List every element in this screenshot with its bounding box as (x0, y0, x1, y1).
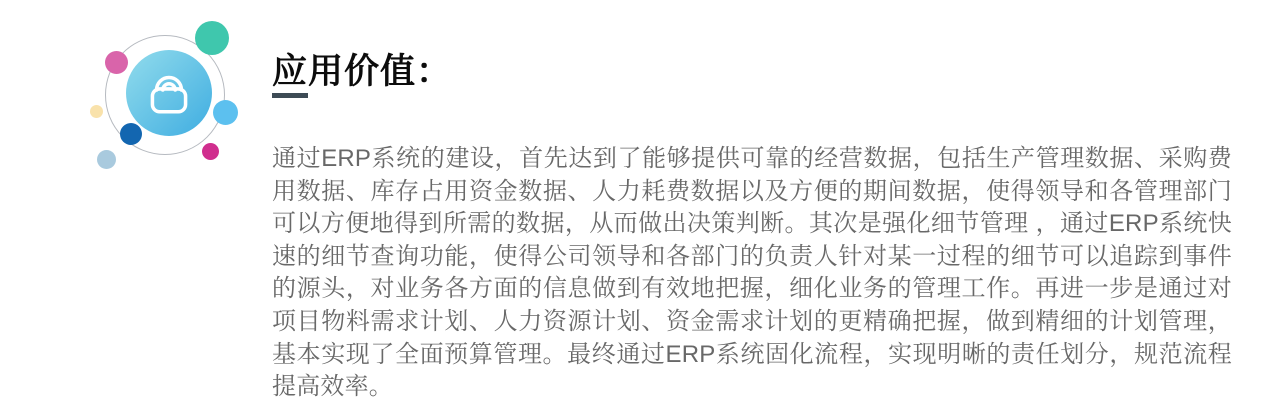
body-paragraph: 通过ERP系统的建设，首先达到了能够提供可靠的经营数据，包括生产管理数据、采购费用数据、库存占用资金数据、人力耗费数据以及方便的期间数据，使得领导和各管理部门可以方便地得到所需的数据，从而做出决策判断。其次是强化细节管理 ，通过ERP系统快速的细节查询功能，使得公司领导和各部门的负责人针对某一过程的细节可以追踪到事件的源头，对业务各方面的信息做到有效地把握，细化业务的管理工作。再进一步是通过对项目物料需求计划、人力资源计划、资金需求计划的更精确把握，做到精细的计划管理，基本实现了全面预算管理。最终通过ERP系统固化流程，实现明晰的责任划分，规范流程提高效率。 (272, 145, 1232, 401)
dot-magenta-icon (202, 143, 219, 160)
page-title: 应用价值： (272, 52, 453, 92)
dot-light-blue-icon (213, 100, 238, 125)
dot-cream-icon (90, 105, 103, 118)
title-underline-dash (272, 93, 308, 98)
lock-badge (88, 8, 248, 183)
lock-icon (140, 62, 198, 125)
dot-pale-blue-icon (97, 150, 116, 169)
dot-teal-icon (195, 21, 229, 55)
lock-circle (126, 50, 212, 136)
dot-dark-blue-icon (120, 123, 142, 145)
dot-pink-icon (105, 51, 128, 74)
